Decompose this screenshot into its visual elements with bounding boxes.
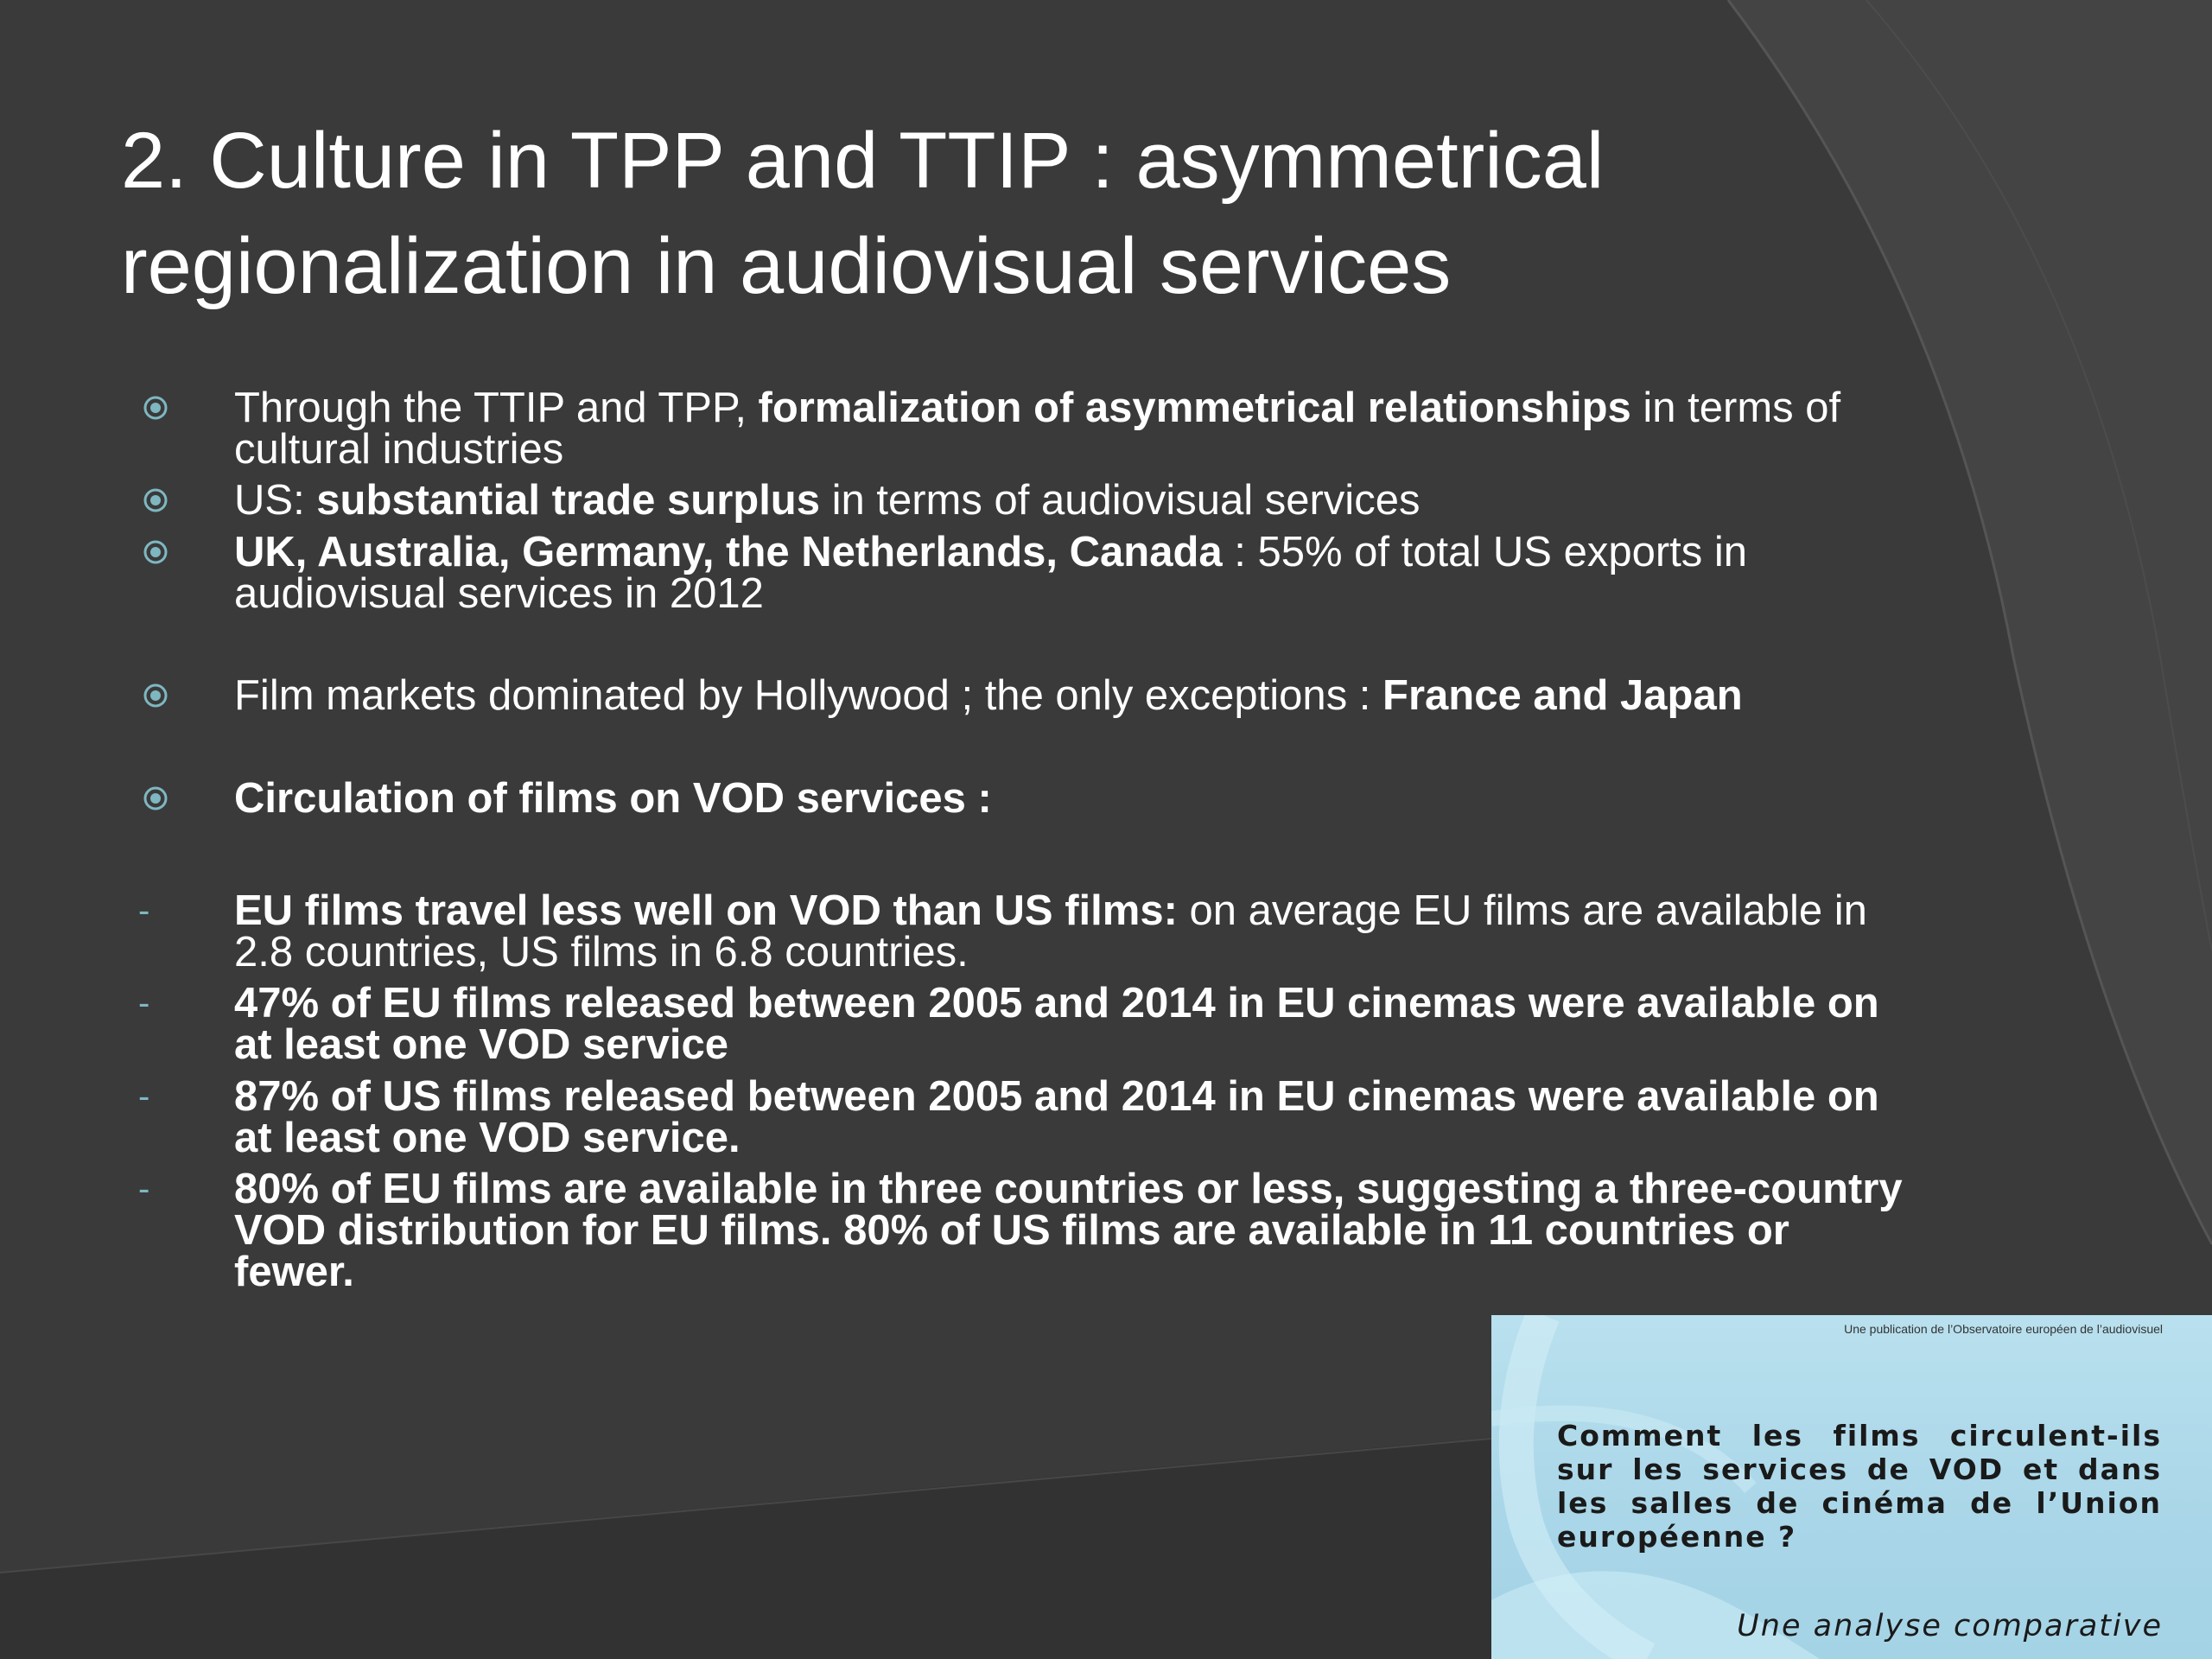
- circled-dot-icon: [138, 531, 173, 573]
- bullet-bold-text: UK, Australia, Germany, the Netherlands, Canada: [234, 529, 1223, 575]
- dash-icon: -: [138, 892, 150, 930]
- bullet-text: in terms of cultural industries: [234, 385, 1841, 473]
- cover-question: Comment les films circulent-ils sur les services de VOD et dans les salles de cinéma de l’Union européenne ?: [1557, 1419, 2162, 1554]
- sub-item: [0, 1073, 1906, 1161]
- bullet-text: US:: [234, 477, 317, 524]
- dash-icon: -: [138, 1170, 150, 1208]
- sub-item-text: on average EU films are available in 2.8 countries, US films in 6.8 countries.: [234, 887, 1867, 976]
- slide-title: 2. Culture in TPP and TTIP : asymmetrical regionalization in audiovisual services: [121, 117, 1605, 310]
- bullet-bold-text: Circulation of films on VOD services :: [234, 775, 992, 822]
- cover-subtitle: Une analyse comparative: [1737, 1609, 2163, 1643]
- dash-icon: -: [138, 1077, 150, 1116]
- bullet-text: Through the TTIP and TPP,: [234, 385, 759, 431]
- circled-dot-icon: [138, 778, 173, 819]
- bullet-bold-text: France and Japan: [1382, 672, 1743, 719]
- bullet-text: in terms of audiovisual services: [820, 477, 1421, 524]
- bullet-text: Film markets dominated by Hollywood ; the only exceptions :: [234, 672, 1383, 719]
- report-cover-image: [1491, 1315, 2212, 1659]
- sub-item: [0, 1168, 1906, 1293]
- sub-item: [0, 980, 1906, 1068]
- sub-item-bold-text: 47% of EU films released between 2005 and 2014 in EU cinemas were available on at least one VOD service: [234, 980, 1879, 1068]
- dash-icon: -: [138, 984, 150, 1022]
- bullet-bold-text: substantial trade surplus: [316, 477, 820, 524]
- circled-dot-icon: [138, 675, 173, 716]
- bullet-item: [0, 529, 1906, 617]
- bullet-item: [0, 477, 1906, 524]
- sub-item-bold-text: EU films travel less well on VOD than US films:: [234, 887, 1178, 934]
- sub-item-bold-text: 87% of US films released between 2005 and 2014 in EU cinemas were available on at least one VOD service.: [234, 1073, 1879, 1161]
- sub-item-bold-text: 80% of EU films are available in three countries or less, suggesting a three-country VOD distribution for EU films. 80% of US films are available in 11 countries or fewer.: [234, 1166, 1903, 1295]
- bullet-item: [0, 775, 1906, 822]
- bullet-item: [0, 672, 1906, 719]
- sub-item: [0, 887, 1906, 976]
- bullet-item: [0, 385, 1906, 473]
- circled-dot-icon: [138, 387, 173, 429]
- bullet-bold-text: formalization of asymmetrical relationships: [758, 385, 1631, 431]
- bullet-text: : 55% of total US exports in audiovisual services in 2012: [234, 529, 1748, 617]
- cover-publisher: Une publication de l’Observatoire européen de l’audiovisuel: [1844, 1322, 2163, 1336]
- circled-dot-icon: [138, 480, 173, 521]
